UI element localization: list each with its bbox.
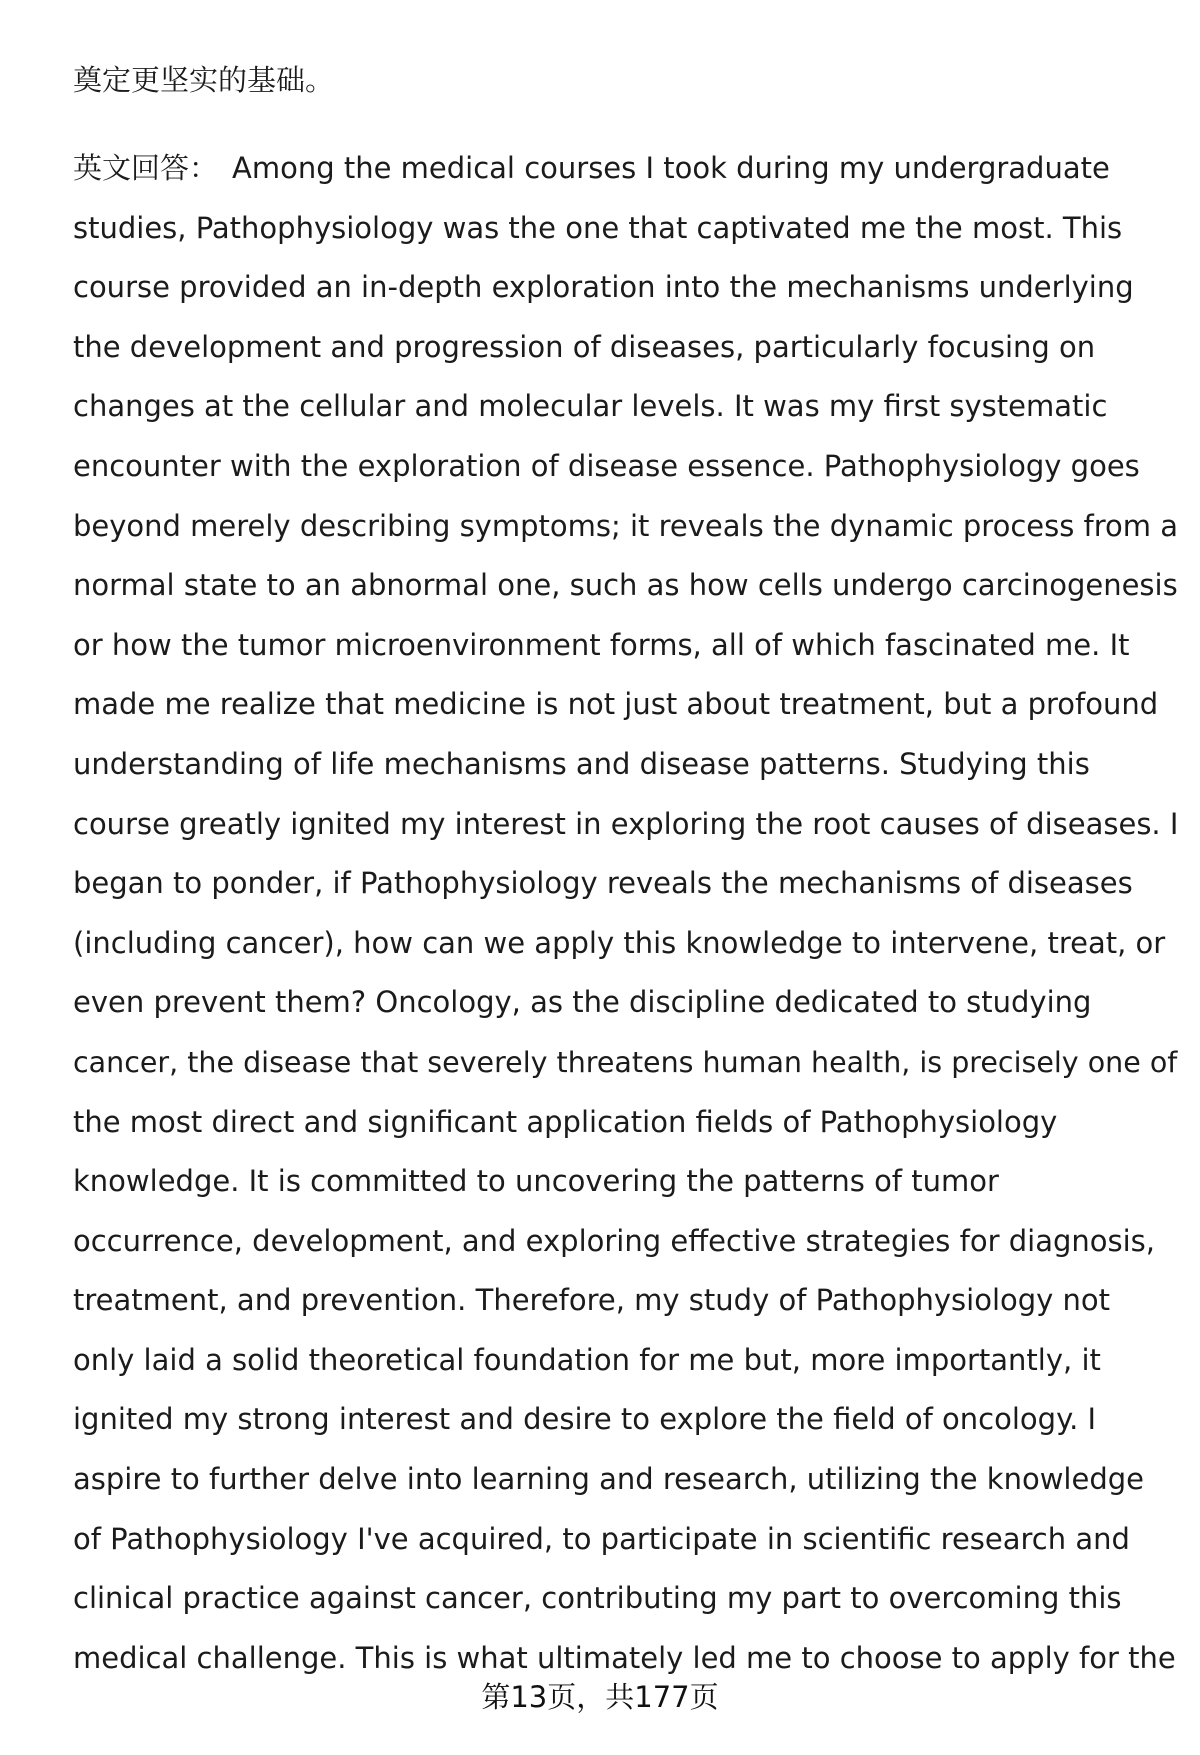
answer-line: encounter with the exploration of disease essence. Pathophysiology goes	[73, 448, 1140, 483]
answer-line: even prevent them? Oncology, as the discipline dedicated to studying	[73, 985, 1092, 1020]
answer-line: aspire to further delve into learning and research, utilizing the knowledge	[73, 1462, 1144, 1497]
answer-line: knowledge. It is committed to uncovering the patterns of tumor	[73, 1164, 999, 1199]
answer-line: cancer, the disease that severely threatens human health, is precisely one of	[73, 1045, 1178, 1079]
answer-line: beyond merely describing symptoms; it reveals the dynamic process from a	[73, 508, 1179, 543]
answer-line: studies, Pathophysiology was the one that captivated me the most. This	[73, 210, 1123, 245]
answer-line: understanding of life mechanisms and disease patterns. Studying this	[73, 746, 1090, 781]
answer-line: changes at the cellular and molecular levels. It was my first systematic	[73, 389, 1108, 424]
answer-line: medical challenge. This is what ultimately led me to choose to apply for the	[73, 1640, 1176, 1675]
answer-line: only laid a solid theoretical foundation for me but, more importantly, it	[73, 1342, 1101, 1377]
answer-line: the development and progression of diseases, particularly focusing on	[73, 329, 1096, 364]
answer-paragraph	[73, 139, 1183, 1688]
answer-line: made me realize that medicine is not just about treatment, but a profound	[73, 687, 1159, 722]
answer-line-text: Among the medical courses I took during my undergraduate	[232, 151, 1110, 185]
answer-line: occurrence, development, and exploring effective strategies for diagnosis,	[73, 1223, 1155, 1258]
answer-line: course greatly ignited my interest in exploring the root causes of diseases. I	[73, 806, 1179, 841]
page-number: 第13页，共177页	[481, 1680, 719, 1714]
intro-line: 奠定更坚实的基础。	[73, 63, 335, 97]
answer-label: 英文回答：	[73, 151, 219, 185]
answer-line: the most direct and significant application fields of Pathophysiology	[73, 1104, 1058, 1139]
answer-line: of Pathophysiology I've acquired, to participate in scientific research and	[73, 1521, 1130, 1556]
answer-line: ignited my strong interest and desire to explore the field of oncology. I	[73, 1402, 1097, 1437]
answer-line: (including cancer), how can we apply this knowledge to intervene, treat, or	[73, 925, 1166, 960]
answer-line: treatment, and prevention. Therefore, my study of Pathophysiology not	[73, 1283, 1111, 1318]
answer-line: began to ponder, if Pathophysiology reveals the mechanisms of diseases	[73, 866, 1133, 901]
answer-line	[73, 139, 1183, 199]
answer-line: or how the tumor microenvironment forms, all of which fascinated me. It	[73, 627, 1130, 662]
answer-line: clinical practice against cancer, contributing my part to overcoming this	[73, 1581, 1122, 1616]
answer-line: normal state to an abnormal one, such as how cells undergo carcinogenesis	[73, 568, 1178, 603]
answer-line: course provided an in-depth exploration into the mechanisms underlying	[73, 270, 1134, 305]
